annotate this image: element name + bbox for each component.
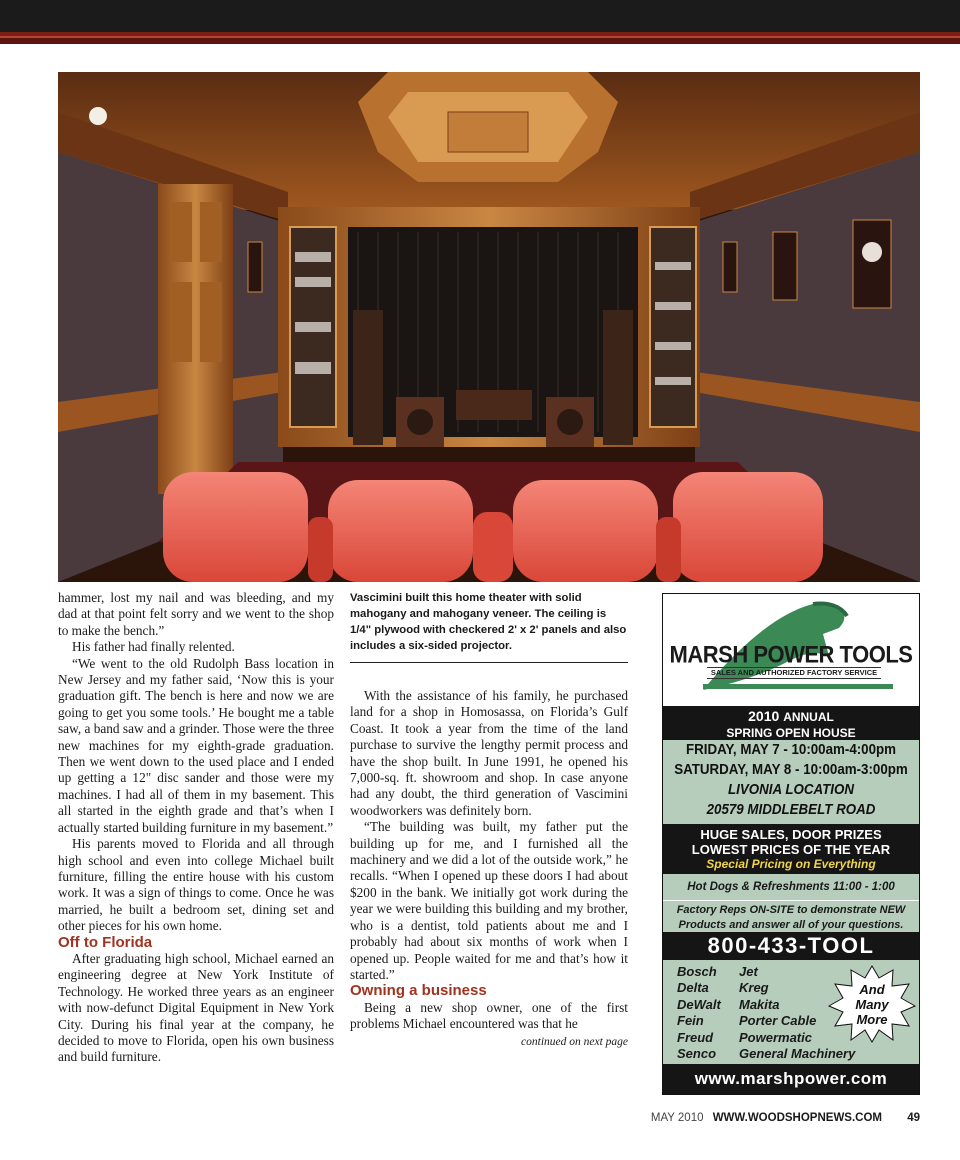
brand-item: Makita — [739, 996, 780, 1012]
ad-date-2: SATURDAY, MAY 8 - 10:00am-3:00pm — [674, 762, 908, 778]
marsh-power-tools-ad[interactable] — [662, 593, 920, 1095]
section-heading: Owning a business — [350, 982, 487, 1000]
brand-item: Fein — [677, 1013, 704, 1029]
brand-item: Kreg — [739, 980, 769, 996]
paragraph: “The building was built, my father put the building up for me, and I furnished all the machinery and we did a lot of the outside work,” he recalls. “When I opened up these doors I had about $200 in the bank. We initially got work during the year we were building this building and my brother, who is a dentist, told patients about me and I probably had about six months of work when I opened up. People waited for me and that’s how it started.” — [350, 819, 628, 982]
page-footer — [560, 1112, 920, 1124]
paragraph: His father had finally relented. — [72, 639, 235, 655]
ad-location: LIVONIA LOCATION — [728, 782, 854, 798]
ad-brands-left — [677, 964, 721, 1062]
ad-phone-number[interactable]: 800-433-TOOL — [663, 932, 919, 960]
ad-dates-block — [663, 740, 919, 824]
brand-item: DeWalt — [677, 996, 721, 1012]
brand-item: Porter Cable — [739, 1013, 817, 1029]
brand-item: Freud — [677, 1029, 714, 1045]
paragraph: Being a new shop owner, one of the first problems Michael encountered was that he — [350, 999, 628, 1032]
ad-brand-subtitle: SALES AND AUTHORIZED FACTORY SERVICE — [707, 667, 881, 679]
brand-item: General Machinery — [739, 1046, 856, 1062]
brand-item: Powermatic — [739, 1029, 812, 1045]
brand-item: Jet — [739, 964, 758, 979]
footer-website: WWW.WOODSHOPNEWS.COM — [712, 1112, 882, 1124]
article-column-1 — [58, 590, 334, 1066]
brand-item: Delta — [677, 980, 709, 996]
ad-reps-line-2: Products and answer all of your questions. — [678, 919, 904, 931]
top-bar — [0, 0, 960, 32]
section-heading: Off to Florida — [58, 933, 153, 951]
ad-open-house: SPRING OPEN HOUSE — [726, 726, 856, 740]
paragraph: hammer, lost my nail and was bleeding, and my dad at that point felt sorry and we went to the shop to make the bench.” — [58, 590, 334, 638]
ad-special-pricing: Special Pricing on Everything — [706, 857, 876, 871]
continued-note: continued on next page — [521, 1035, 628, 1048]
burst-word: Many — [855, 997, 889, 1012]
burst-word: And — [859, 982, 885, 997]
ad-brand-list — [663, 960, 919, 1064]
ad-sales-line-1: HUGE SALES, DOOR PRIZES — [700, 827, 882, 842]
ad-sales-banner — [663, 824, 919, 874]
ad-open-house-banner — [663, 706, 919, 740]
footer-date: MAY 2010 — [650, 1112, 704, 1124]
ad-sales-line-2: LOWEST PRICES OF THE YEAR — [691, 842, 891, 857]
home-theater-photo — [58, 72, 920, 582]
brand-item: Senco — [677, 1046, 717, 1062]
ad-website-link[interactable]: www.marshpower.com — [663, 1064, 919, 1094]
paragraph: “We went to the old Rudolph Bass location in New Jersey and my father said, ‘Now this is your graduation gift. The bench is here and now we are going to get you some tools.’ He bought me a table saw, a band saw and a grinder. Those were the three new machines for my eighth-grade graduation. Then we went down to the used place and I ended up getting a 12" disc sander and those were my machines. I had all of them in my basement. This all started in the eighth grade and that’s when I actually started building furniture in my basement.” — [58, 655, 334, 835]
page-number: 49 — [907, 1112, 920, 1124]
paragraph: With the assistance of his family, he purchased land for a shop in Homosassa, on Florida’s Gulf Coast. It took a year from the time of the land purchase to survive the lengthy permit process and have the shop built. In June 1991, he opened his 7,000-sq. ft. showroom and shop. In case anyone had any doubt, the third generation of Vascimini woodworkers was definitely born. — [350, 688, 628, 818]
ad-factory-reps — [663, 901, 919, 935]
caption-divider — [350, 662, 628, 663]
brand-item: Bosch — [677, 964, 717, 979]
top-stripe — [0, 32, 960, 44]
ad-year: 2010 — [748, 708, 780, 724]
ad-address: 20579 MIDDLEBELT ROAD — [706, 802, 876, 818]
ad-refreshments: Hot Dogs & Refreshments 11:00 - 1:00 — [663, 874, 919, 901]
ad-date-1: FRIDAY, MAY 7 - 10:00am-4:00pm — [685, 742, 897, 758]
ad-reps-line-1: Factory Reps ON-SITE to demonstrate NEW — [676, 904, 906, 916]
burst-word: More — [856, 1012, 888, 1027]
paragraph: His parents moved to Florida and all through high school and even into college Michael built furniture, filling the entire house with his custom work. It was a sign of things to come. Once he was married, he built a bedroom set, dining set and other pieces for his own home. — [58, 836, 334, 934]
paragraph: After graduating high school, Michael earned an engineering degree at New York Institute of Technology. He worked three years as an engineer with now-defunct Digital Equipment in New York City. During his final year at the company, he decided to move to Florida, open his own business and build furniture. — [58, 950, 334, 1065]
and-many-more-starburst — [827, 964, 917, 1044]
ad-brand-name: MARSH POWER TOOLS — [669, 640, 913, 669]
photo-caption: Vascimini built this home theater with solid mahogany and mahogany veneer. The ceiling is 1/4" plywood with checkered 2' x 2' panels and also includes a six-sided projector. — [350, 592, 627, 652]
ad-annual: ANNUAL — [783, 710, 834, 724]
article-column-2 — [350, 688, 628, 1050]
